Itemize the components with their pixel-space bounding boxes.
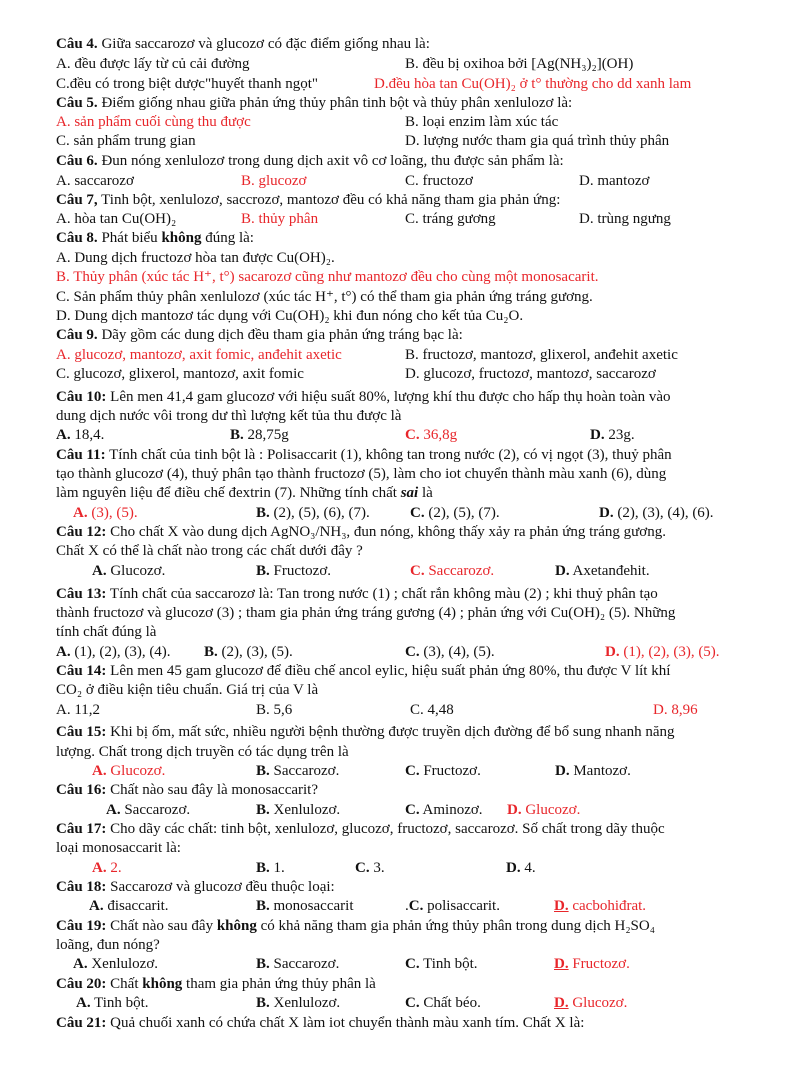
question-stem: Chất nào sau đây là monosaccarit? bbox=[110, 782, 319, 798]
question-number: Câu 5. bbox=[56, 95, 98, 111]
option-row bbox=[56, 248, 753, 268]
option-b: 28,75g bbox=[247, 427, 289, 443]
option-a-letter: A. bbox=[73, 505, 88, 521]
emphasis-word: sai bbox=[400, 485, 419, 501]
question-stem-line: loại monosaccarit là: bbox=[56, 840, 181, 856]
question-number: Câu 13: bbox=[56, 586, 107, 602]
option-c-prefix: . bbox=[405, 898, 409, 914]
question-stem-line: tính chất đúng là bbox=[56, 624, 157, 640]
option-d-answer: D.đều hòa tan Cu(OH)₂ ở t° thường cho dd xanh lam bbox=[374, 76, 692, 92]
options-row bbox=[56, 345, 753, 365]
option-c-letter: C. bbox=[410, 563, 425, 579]
question-stem-line: làm nguyên liệu để điều chế đextrin (7). Những tính chất bbox=[56, 485, 397, 501]
option-a-letter: A. bbox=[56, 427, 71, 443]
question-number: Câu 10: bbox=[56, 389, 107, 405]
question-18 bbox=[56, 877, 753, 897]
option-b-answer: B. Thủy phân (xúc tác H⁺, t°) sacarozơ cũng như mantozơ đều cho cùng một monosacarit. bbox=[56, 269, 599, 285]
option-a-letter: A. bbox=[89, 898, 104, 914]
question-11 bbox=[56, 445, 753, 465]
question-10 bbox=[56, 387, 753, 407]
question-stem-cont bbox=[56, 603, 753, 623]
option-a-answer: 2. bbox=[110, 860, 122, 876]
options-row bbox=[56, 700, 753, 720]
question-stem: Giữa saccarozơ và glucozơ có đặc điểm giống nhau là: bbox=[101, 36, 430, 52]
option-a-letter: A. bbox=[92, 563, 107, 579]
options-row bbox=[56, 171, 753, 191]
options-row bbox=[56, 761, 753, 781]
options-row bbox=[56, 642, 753, 662]
question-stem-post: đúng là: bbox=[205, 230, 254, 246]
option-c-letter: C. bbox=[408, 898, 424, 914]
option-c-letter: C. bbox=[405, 763, 420, 779]
option-a-answer: A. sản phẩm cuối cùng thu được bbox=[56, 114, 251, 130]
question-number: Câu 8. bbox=[56, 230, 98, 246]
question-16 bbox=[56, 780, 753, 800]
option-a-letter: A. bbox=[92, 860, 107, 876]
question-15 bbox=[56, 722, 753, 742]
option-d-letter: D. bbox=[599, 505, 614, 521]
question-7 bbox=[56, 190, 753, 210]
question-14 bbox=[56, 661, 753, 681]
question-8 bbox=[56, 228, 753, 248]
option-c: C. sản phẩm trung gian bbox=[56, 133, 196, 149]
option-c-letter: C. bbox=[405, 956, 420, 972]
options-row bbox=[56, 800, 753, 820]
option-c-letter: C. bbox=[355, 860, 370, 876]
options-row bbox=[56, 954, 753, 974]
option-a-letter: A. bbox=[76, 995, 91, 1011]
options-row bbox=[56, 896, 753, 916]
options-row bbox=[56, 131, 753, 151]
question-12 bbox=[56, 522, 753, 542]
option-d: D. glucozơ, fructozơ, mantozơ, saccarozơ bbox=[405, 366, 656, 382]
question-stem-line: lượng. Chất trong dịch truyền có tác dụng trên là bbox=[56, 744, 349, 760]
option-d-letter: D. bbox=[554, 898, 569, 914]
option-d: 4. bbox=[524, 860, 536, 876]
question-stem: Saccarozơ và glucozơ đều thuộc loại: bbox=[110, 879, 335, 895]
question-stem-line: thành fructozơ và glucozơ (3) ; tham gia phản ứng tráng gương (4) ; phản ứng với Cu(OH)₂ (5). Những bbox=[56, 605, 676, 621]
option-a: A. hòa tan Cu(OH)₂ bbox=[56, 211, 177, 227]
question-number: Câu 4. bbox=[56, 36, 98, 52]
question-19 bbox=[56, 916, 753, 936]
question-stem: Tinh bột, xenlulozơ, saccrozơ, mantozơ đều có khả năng tham gia phản ứng: bbox=[101, 192, 561, 208]
question-stem-cont bbox=[56, 935, 753, 955]
question-number: Câu 18: bbox=[56, 879, 107, 895]
option-d-answer: Glucozơ. bbox=[525, 802, 581, 818]
question-stem-bold: không bbox=[161, 230, 202, 246]
option-b-letter: B. bbox=[256, 763, 270, 779]
option-d: D. trùng ngưng bbox=[579, 211, 671, 227]
option-b: 1. bbox=[273, 860, 285, 876]
option-d-answer: Fructozơ. bbox=[572, 956, 630, 972]
question-number: Câu 16: bbox=[56, 782, 107, 798]
option-c: C. Sản phẩm thủy phân xenlulozơ (xúc tác H⁺, t°) có thể tham gia phản ứng tráng gương. bbox=[56, 289, 593, 305]
option-a: A. 11,2 bbox=[56, 702, 101, 718]
option-c-letter: C. bbox=[405, 802, 420, 818]
options-row bbox=[56, 74, 753, 94]
option-c: (3), (4), (5). bbox=[423, 644, 495, 660]
option-b: Fructozơ. bbox=[273, 563, 332, 579]
question-stem-line: Chất X có thể là chất nào trong các chất dưới đây ? bbox=[56, 543, 363, 559]
question-number: Câu 20: bbox=[56, 976, 107, 992]
option-d: Axetanđehit. bbox=[572, 563, 650, 579]
question-17 bbox=[56, 819, 753, 839]
option-b-letter: B. bbox=[256, 898, 270, 914]
option-b: Xenlulozơ. bbox=[273, 802, 341, 818]
question-stem-pre: Chất bbox=[110, 976, 139, 992]
option-c: polisaccarit. bbox=[427, 898, 500, 914]
option-c-letter: C. bbox=[405, 644, 420, 660]
option-d-letter: D. bbox=[555, 563, 570, 579]
option-b-letter: B. bbox=[204, 644, 218, 660]
option-c: Aminozơ. bbox=[422, 802, 483, 818]
option-c: Fructozơ. bbox=[423, 763, 481, 779]
option-a-answer: (3), (5). bbox=[91, 505, 138, 521]
question-stem: Dãy gồm các dung dịch đều tham gia phản ứng tráng bạc là: bbox=[101, 327, 463, 343]
option-c: C. fructozơ bbox=[405, 173, 473, 189]
question-stem-cont bbox=[56, 483, 753, 503]
option-d: 23g. bbox=[608, 427, 635, 443]
option-a: Glucozơ. bbox=[110, 563, 166, 579]
option-row bbox=[56, 306, 753, 326]
question-stem: Tính chất của tinh bột là : Polisaccarit (1), không tan trong nước (2), có vị ngọt (3), thuỷ phân bbox=[109, 447, 672, 463]
question-stem-bold: không bbox=[216, 918, 257, 934]
question-number: Câu 12: bbox=[56, 524, 107, 540]
question-stem: Tính chất của saccarozơ là: Tan trong nước (1) ; chất rắn không màu (2) ; khi thuỷ phân tạo bbox=[109, 586, 658, 602]
question-stem: Lên men 41,4 gam glucozơ với hiệu suất 80%, lượng khí thu được cho hấp thụ hoàn toàn vào bbox=[110, 389, 671, 405]
option-d: D. mantozơ bbox=[579, 173, 650, 189]
option-d-answer: cacbohiđrat. bbox=[572, 898, 647, 914]
option-c-letter: C. bbox=[405, 995, 420, 1011]
question-stem-line: CO₂ ở điều kiện tiêu chuẩn. Giá trị của V là bbox=[56, 682, 319, 698]
option-d: (2), (3), (4), (6). bbox=[617, 505, 714, 521]
option-a: đisaccarit. bbox=[107, 898, 169, 914]
option-d-letter: D. bbox=[506, 860, 521, 876]
question-number: Câu 21: bbox=[56, 1015, 107, 1031]
question-stem-post: có khả năng tham gia phản ứng thủy phân trong dung dịch H₂SO₄ bbox=[260, 918, 655, 934]
options-row bbox=[56, 561, 753, 581]
option-a: Saccarozơ. bbox=[124, 802, 191, 818]
option-a-letter: A. bbox=[106, 802, 121, 818]
options-row bbox=[56, 364, 753, 384]
option-c: (2), (5), (7). bbox=[428, 505, 500, 521]
option-a-answer: A. glucozơ, mantozơ, axit fomic, anđehit axetic bbox=[56, 347, 342, 363]
options-row bbox=[56, 209, 753, 229]
option-b-letter: B. bbox=[256, 563, 270, 579]
question-stem-cont bbox=[56, 541, 753, 561]
option-c: C. glucozơ, glixerol, mantozơ, axit fomic bbox=[56, 366, 304, 382]
question-9 bbox=[56, 325, 753, 345]
option-d-letter: D. bbox=[554, 956, 569, 972]
options-row bbox=[56, 425, 753, 445]
question-13 bbox=[56, 584, 753, 604]
question-stem-line: loãng, đun nóng? bbox=[56, 937, 160, 953]
option-b: B. 5,6 bbox=[256, 702, 293, 718]
question-20 bbox=[56, 974, 753, 994]
question-stem-pre: Phát biểu bbox=[101, 230, 158, 246]
option-b: B. fructozơ, mantozơ, glixerol, anđehit axetic bbox=[405, 347, 678, 363]
option-d-answer: D. 8,96 bbox=[653, 702, 698, 718]
question-number: Câu 11: bbox=[56, 447, 106, 463]
options-row bbox=[56, 54, 753, 74]
option-b: monosaccarit bbox=[273, 898, 354, 914]
question-5 bbox=[56, 93, 753, 113]
option-b-answer: B. thủy phân bbox=[241, 211, 319, 227]
option-d-letter: D. bbox=[590, 427, 605, 443]
option-b-letter: B. bbox=[256, 802, 270, 818]
option-c: Tinh bột. bbox=[423, 956, 478, 972]
option-b: Xenlulozơ. bbox=[273, 995, 341, 1011]
option-c: Chất béo. bbox=[423, 995, 481, 1011]
question-number: Câu 15: bbox=[56, 724, 107, 740]
option-c: C. 4,48 bbox=[410, 702, 454, 718]
question-number: Câu 19: bbox=[56, 918, 107, 934]
question-stem-cont bbox=[56, 406, 753, 426]
option-a: Tinh bột. bbox=[94, 995, 149, 1011]
option-a: (1), (2), (3), (4). bbox=[74, 644, 171, 660]
option-a-letter: A. bbox=[73, 956, 88, 972]
question-stem-bold: không bbox=[142, 976, 183, 992]
option-c-letter: C. bbox=[410, 505, 425, 521]
option-b: B. đều bị oxihoa bởi [Ag(NH₃)₂](OH) bbox=[405, 56, 634, 72]
option-b-letter: B. bbox=[230, 427, 244, 443]
option-a-answer: Glucozơ. bbox=[110, 763, 166, 779]
question-stem-end: là bbox=[421, 485, 433, 501]
option-b: (2), (5), (6), (7). bbox=[273, 505, 370, 521]
option-d-answer: Glucozơ. bbox=[572, 995, 628, 1011]
question-stem: Cho chất X vào dung dịch AgNO₃/NH₃, đun nóng, không thấy xảy ra phản ứng tráng gương. bbox=[110, 524, 666, 540]
options-row bbox=[56, 503, 753, 523]
option-row bbox=[56, 267, 753, 287]
option-d: Mantozơ. bbox=[573, 763, 631, 779]
option-b-answer: B. glucozơ bbox=[241, 173, 307, 189]
option-c: C. tráng gương bbox=[405, 211, 496, 227]
option-b: (2), (3), (5). bbox=[221, 644, 293, 660]
question-number: Câu 9. bbox=[56, 327, 98, 343]
options-row bbox=[56, 858, 753, 878]
option-b: B. loại enzim làm xúc tác bbox=[405, 114, 559, 130]
question-number: Câu 7, bbox=[56, 192, 98, 208]
option-d-answer: (1), (2), (3), (5). bbox=[623, 644, 720, 660]
question-stem-cont bbox=[56, 622, 753, 642]
option-d-letter: D. bbox=[605, 644, 620, 660]
question-stem-cont bbox=[56, 680, 753, 700]
option-a-letter: A. bbox=[92, 763, 107, 779]
question-stem: Lên men 45 gam glucozơ để điều chế ancol eylic, hiệu suất phản ứng 80%, thu được V lít khí bbox=[110, 663, 671, 679]
option-b: Saccarozơ. bbox=[273, 956, 340, 972]
question-stem-pre: Chất nào sau đây bbox=[110, 918, 214, 934]
option-a: Xenlulozơ. bbox=[91, 956, 159, 972]
option-d: D. lượng nước tham gia quá trình thủy phân bbox=[405, 133, 670, 149]
option-d: D. Dung dịch mantozơ tác dụng với Cu(OH)₂ khi đun nóng cho kết tủa Cu₂O. bbox=[56, 308, 524, 324]
question-stem-line: tạo thành glucozơ (4), thuỷ phân tạo thành fructozơ (5), làm cho iot chuyển thành màu xanh (6), dùng bbox=[56, 466, 667, 482]
question-6 bbox=[56, 151, 753, 171]
question-stem-cont bbox=[56, 838, 753, 858]
option-c-answer: Saccarozơ. bbox=[428, 563, 495, 579]
option-d-letter: D. bbox=[554, 995, 569, 1011]
question-number: Câu 17: bbox=[56, 821, 107, 837]
option-row bbox=[56, 287, 753, 307]
option-a: A. saccarozơ bbox=[56, 173, 134, 189]
option-b-letter: B. bbox=[256, 860, 270, 876]
question-stem-line: dung dịch nước vôi trong dư thì lượng kết tủa thu được là bbox=[56, 408, 402, 424]
option-a: 18,4. bbox=[74, 427, 105, 443]
option-d-letter: D. bbox=[555, 763, 570, 779]
option-c: 3. bbox=[373, 860, 385, 876]
question-number: Câu 6. bbox=[56, 153, 98, 169]
option-a-letter: A. bbox=[56, 644, 71, 660]
option-a: A. đều được lấy từ củ cải đường bbox=[56, 56, 250, 72]
question-number: Câu 14: bbox=[56, 663, 107, 679]
question-stem-cont bbox=[56, 464, 753, 484]
option-b-letter: B. bbox=[256, 505, 270, 521]
question-stem: Khi bị ốm, mất sức, nhiều người bệnh thường được truyền dịch đường để bổ sung nhanh năng bbox=[110, 724, 675, 740]
question-stem: Quả chuối xanh có chứa chất X làm iot chuyển thành màu xanh tím. Chất X là: bbox=[110, 1015, 585, 1031]
option-c-letter: C. bbox=[405, 427, 420, 443]
option-c: C.đều có trong biệt dược"huyết thanh ngọt" bbox=[56, 76, 319, 92]
option-b: Saccarozơ. bbox=[273, 763, 340, 779]
question-21 bbox=[56, 1013, 753, 1033]
option-b-letter: B. bbox=[256, 995, 270, 1011]
options-row bbox=[56, 112, 753, 132]
question-stem-cont bbox=[56, 742, 753, 762]
question-stem: Điểm giống nhau giữa phản ứng thủy phân tinh bột và thủy phân xenlulozơ là: bbox=[101, 95, 573, 111]
question-stem-post: tham gia phản ứng thủy phân là bbox=[186, 976, 376, 992]
option-d-letter: D. bbox=[507, 802, 522, 818]
question-4 bbox=[56, 34, 753, 54]
option-b-letter: B. bbox=[256, 956, 270, 972]
question-stem: Cho dãy các chất: tinh bột, xenlulozơ, glucozơ, fructozơ, saccarozơ. Số chất trong dãy thuộc bbox=[110, 821, 665, 837]
option-a: A. Dung dịch fructozơ hòa tan được Cu(OH)₂. bbox=[56, 250, 335, 266]
option-c-answer: 36,8g bbox=[423, 427, 458, 443]
question-stem: Đun nóng xenlulozơ trong dung dịch axit vô cơ loãng, thu được sản phẩm là: bbox=[101, 153, 564, 169]
options-row bbox=[56, 993, 753, 1013]
